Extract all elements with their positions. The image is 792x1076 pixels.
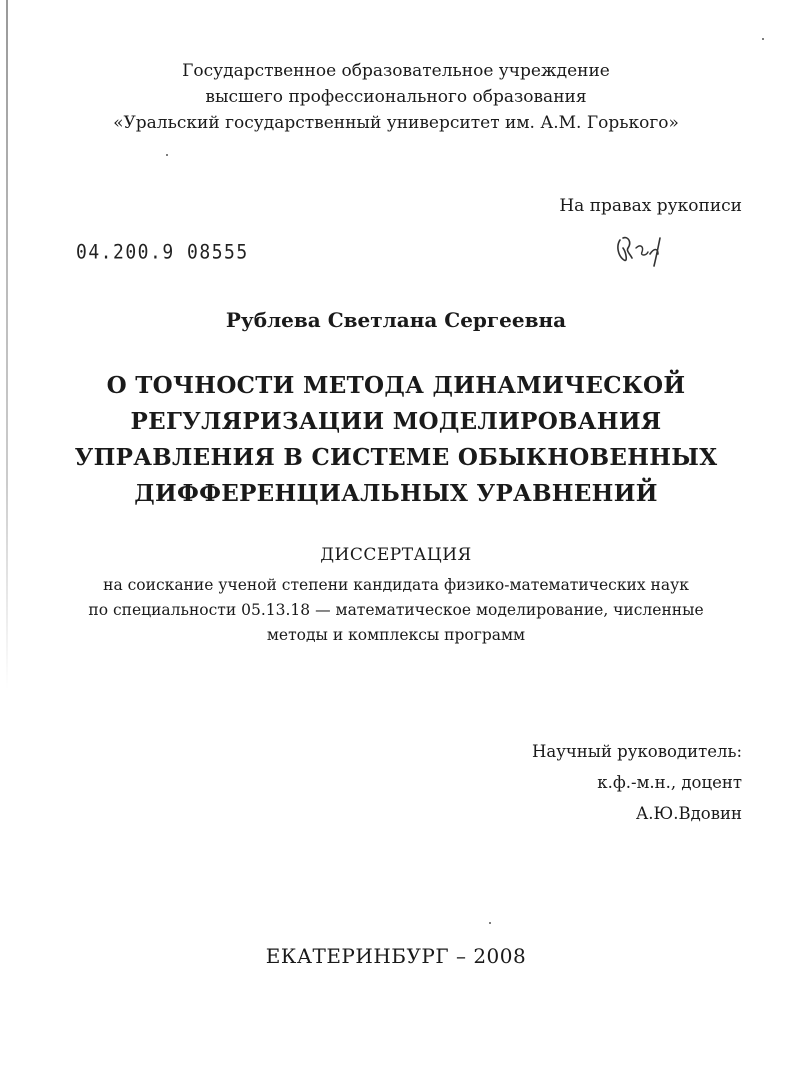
title-line-3: УПРАВЛЕНИЯ В СИСТЕМЕ ОБЫКНОВЕННЫХ bbox=[74, 444, 718, 471]
supervisor-name: А.Ю.Вдовин bbox=[635, 804, 742, 823]
institution-line-1: Государственное образовательное учреждение bbox=[182, 61, 610, 81]
title-line-2: РЕГУЛЯРИЗАЦИИ МОДЕЛИРОВАНИЯ bbox=[130, 408, 662, 435]
dissertation-title bbox=[0, 368, 792, 512]
dissertation-label: ДИССЕРТАЦИЯ bbox=[320, 545, 472, 565]
archive-stamp-number: 04.200.9 08555 bbox=[76, 240, 249, 265]
institution-line-3: «Уральский государственный университет им. А.М. Горького» bbox=[113, 113, 679, 133]
degree-line-3: методы и комплексы программ bbox=[266, 626, 526, 644]
degree-line-1: на соискание ученой степени кандидата физико-математических наук bbox=[103, 576, 689, 594]
degree-line-2: по специальности 05.13.18 — математическое моделирование, численные bbox=[88, 601, 704, 619]
supervisor-block bbox=[532, 736, 742, 829]
supervisor-rank: к.ф.-м.н., доцент bbox=[597, 773, 742, 792]
institution-block bbox=[0, 58, 792, 136]
city-year: ЕКАТЕРИНБУРГ – 2008 bbox=[265, 944, 527, 968]
handwritten-signature bbox=[614, 234, 670, 272]
institution-line-2: высшего профессионального образования bbox=[205, 87, 587, 107]
title-line-4: ДИФФЕРЕНЦИАЛЬНЫХ УРАВНЕНИЙ bbox=[134, 480, 658, 507]
supervisor-label: Научный руководитель: bbox=[531, 742, 742, 761]
scan-speck bbox=[489, 922, 491, 924]
scan-speck bbox=[166, 154, 168, 156]
degree-block bbox=[0, 573, 792, 648]
title-line-1: О ТОЧНОСТИ МЕТОДА ДИНАМИЧЕСКОЙ bbox=[106, 372, 686, 399]
author-name: Рублева Светлана Сергеевна bbox=[225, 308, 567, 332]
rights-note: На правах рукописи bbox=[559, 196, 742, 216]
scan-speck bbox=[762, 38, 764, 40]
